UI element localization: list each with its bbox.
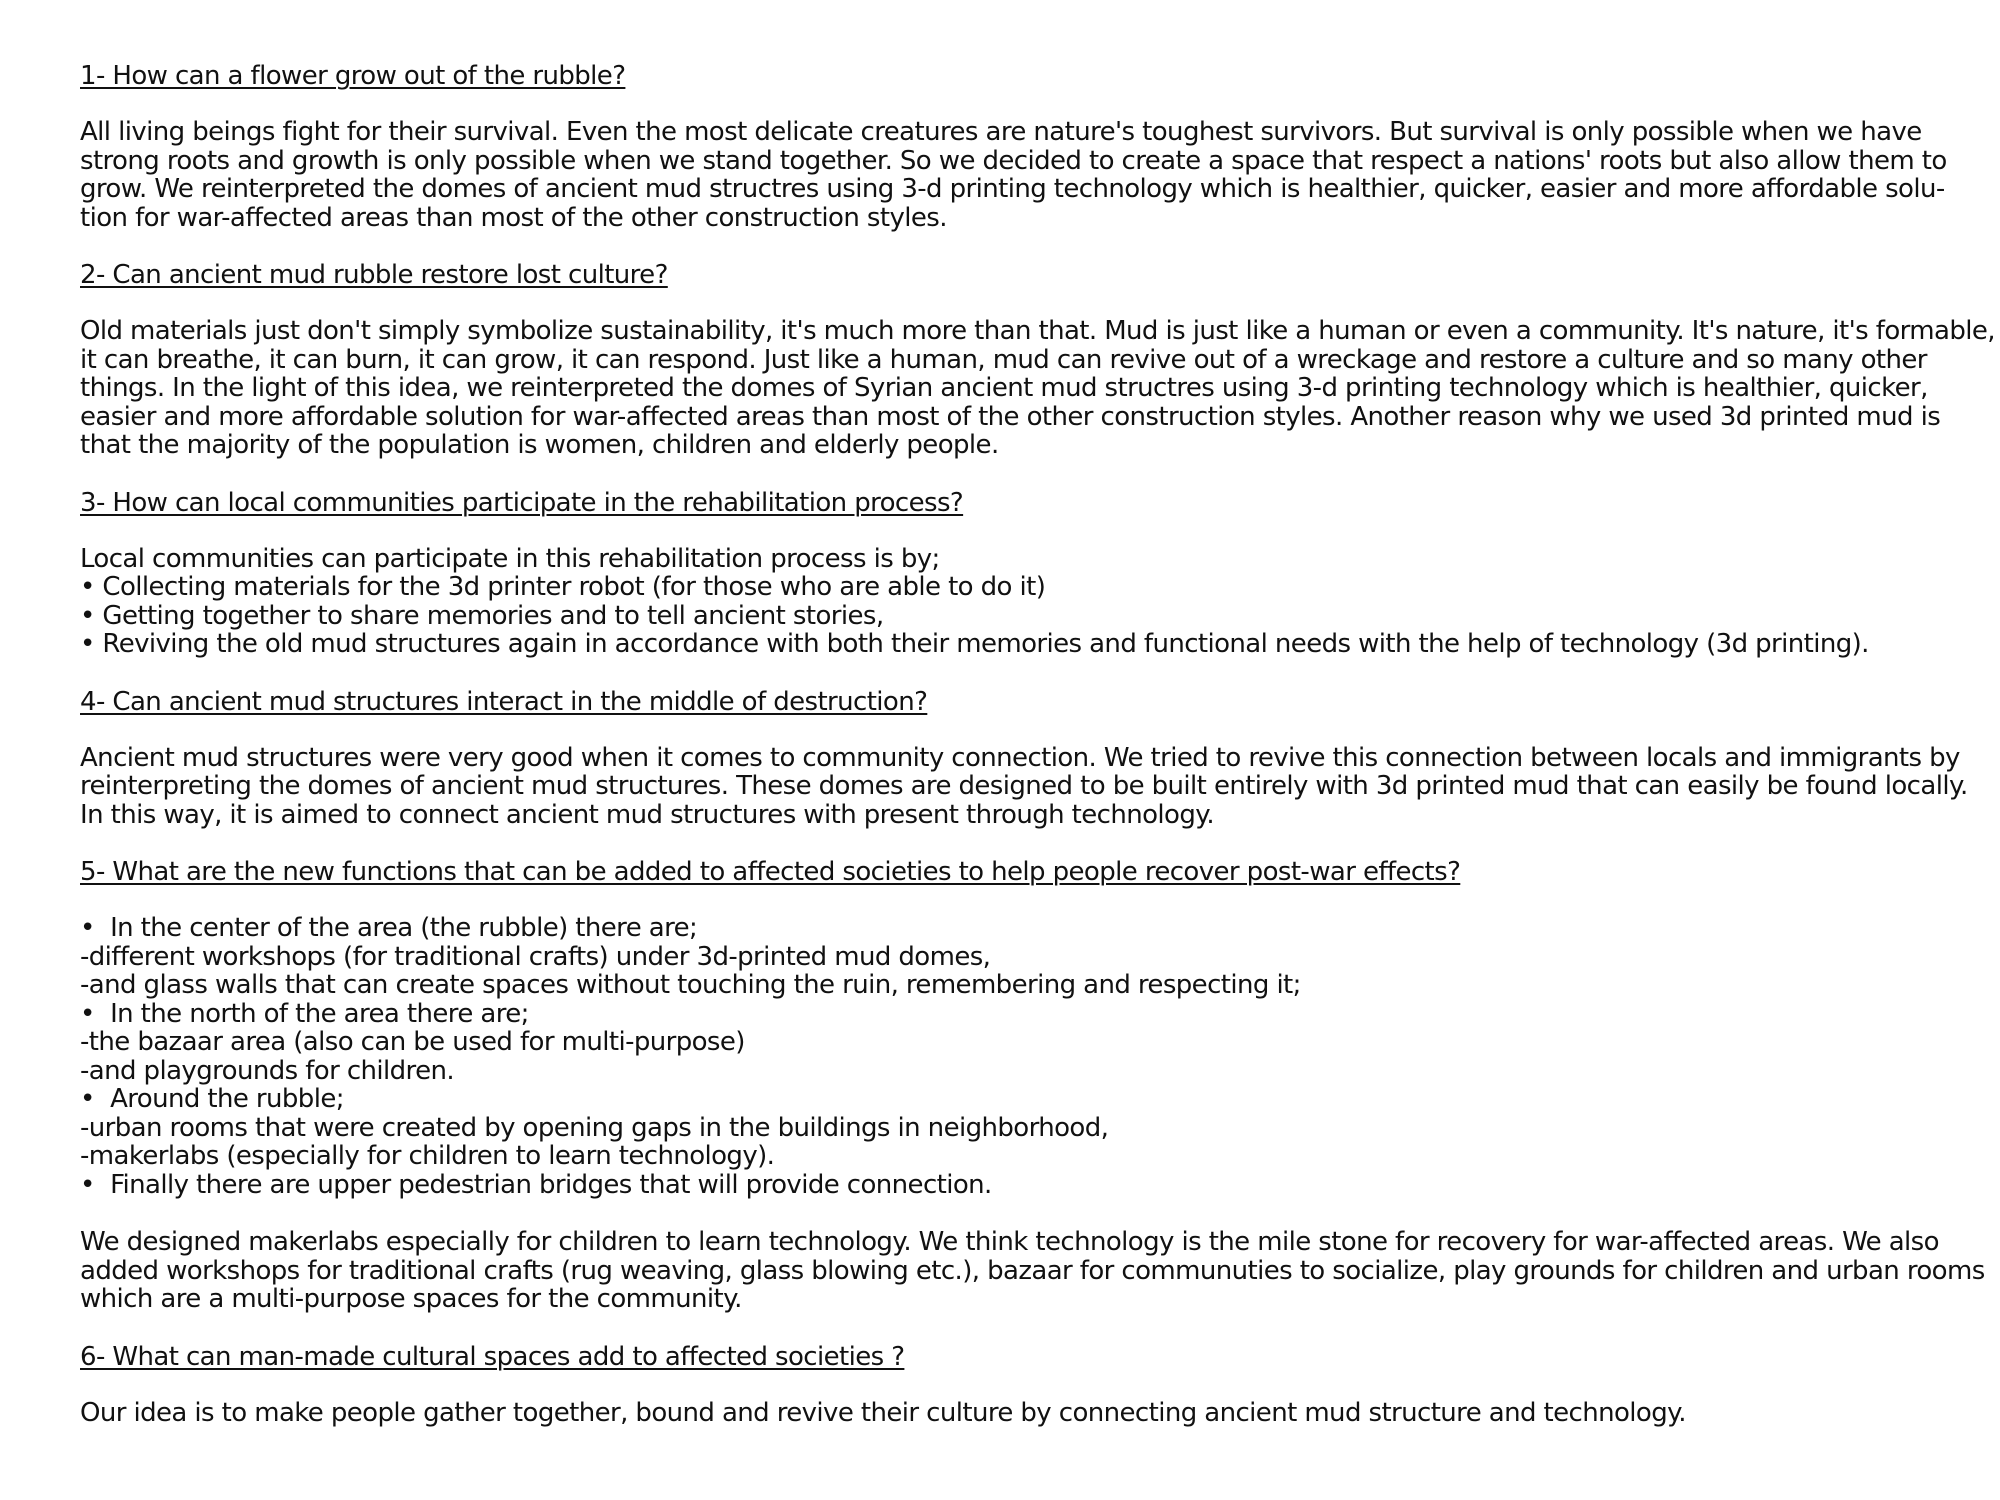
question-heading-4: 4- Can ancient mud structures interact in the middle of destruction? xyxy=(80,686,928,717)
question-heading-5: 5- What are the new functions that can be added to affected societies to help people recover post-war effects? xyxy=(80,857,1461,887)
bullet-item: • In the north of the area there are; xyxy=(80,998,529,1029)
text-line: All living beings fight for their survival. Even the most delicate creatures are nature's toughest survivors. But survival is only possible when we have xyxy=(80,117,1922,147)
bullet-item: • Finally there are upper pedestrian bridges that will provide connection. xyxy=(80,1169,992,1200)
sub-item: -urban rooms that were created by opening gaps in the buildings in neighborhood, xyxy=(80,1112,1109,1143)
question-heading-3: 3- How can local communities participate in the rehabilitation process? xyxy=(80,487,964,518)
answer-paragraph-4 xyxy=(80,742,1968,830)
text-line: things. In the light of this idea, we reinterpreted the domes of Syrian ancient mud structres using 3-d printing technology which is healthier, quicker, xyxy=(80,373,1928,403)
text-line: grow. We reinterpreted the domes of ancient mud structres using 3-d printing technology which is healthier, quicker, easier and more affordable solu- xyxy=(80,174,1945,204)
answer-paragraph-6 xyxy=(80,1399,1960,1428)
sub-item: -different workshops (for traditional crafts) under 3d-printed mud domes, xyxy=(80,941,991,972)
text-line: strong roots and growth is only possible when we stand together. So we decided to create a space that respect a nations' roots but also allow them to xyxy=(80,145,1947,176)
sub-item: -makerlabs (especially for children to learn technology). xyxy=(80,1141,775,1171)
text-line: Ancient mud structures were very good when it comes to community connection. We tried to revive this connection between locals and immigrants by xyxy=(80,742,1960,773)
text-line: tion for war-affected areas than most of the other construction styles. xyxy=(80,202,947,233)
bullet-item: • Reviving the old mud structures again in accordance with both their memories and functional needs with the help of technology (3d printing). xyxy=(80,629,1869,659)
text-line: which are a multi-purpose spaces for the community. xyxy=(80,1284,742,1314)
answer-list-5 xyxy=(80,914,1960,1199)
answer-paragraph-2 xyxy=(80,316,1995,460)
bullet-item: • In the center of the area (the rubble) there are; xyxy=(80,913,698,943)
text-line: easier and more affordable solution for war-affected areas than most of the other construction styles. Another reason why we used 3d printed mud is xyxy=(80,401,1941,432)
question-heading-1: 1- How can a flower grow out of the rubble? xyxy=(80,61,626,91)
text-line: that the majority of the population is women, children and elderly people. xyxy=(80,430,999,460)
document-body xyxy=(80,61,1995,1428)
sub-item: -and glass walls that can create spaces without touching the ruin, remembering and respecting it; xyxy=(80,970,1301,1000)
text-line: We designed makerlabs especially for children to learn technology. We think technology is the mile stone for recovery for war-affected areas. We also xyxy=(80,1227,1939,1257)
answer-paragraph-3 xyxy=(80,545,1960,659)
answer-paragraph-5 xyxy=(80,1227,1985,1314)
question-heading-6: 6- What can man-made cultural spaces add to affected societies ? xyxy=(80,1341,905,1372)
text-line: Our idea is to make people gather together, bound and revive their culture by connecting ancient mud structure and technology. xyxy=(80,1397,1686,1428)
answer-paragraph-1 xyxy=(80,118,1960,232)
text-line: added workshops for traditional crafts (rug weaving, glass blowing etc.), bazaar for communuties to socialize, play grounds for children and urban rooms xyxy=(80,1255,1985,1286)
text-line: it can breathe, it can burn, it can grow, it can respond. Just like a human, mud can revive out of a wreckage and restore a culture and so many other xyxy=(80,344,1927,375)
text-line: In this way, it is aimed to connect ancient mud structures with present through technology. xyxy=(80,799,1214,830)
sub-item: -the bazaar area (also can be used for multi-purpose) xyxy=(80,1027,745,1057)
text-line: reinterpreting the domes of ancient mud structures. These domes are designed to be built entirely with 3d printed mud that can easily be found locally. xyxy=(80,771,1968,801)
sub-item: -and playgrounds for children. xyxy=(80,1055,455,1086)
bullet-item: • Getting together to share memories and to tell ancient stories, xyxy=(80,600,884,631)
text-line: Local communities can participate in this rehabilitation process is by; xyxy=(80,543,940,574)
bullet-item: • Collecting materials for the 3d printer robot (for those who are able to do it) xyxy=(80,572,1046,602)
question-heading-2: 2- Can ancient mud rubble restore lost culture? xyxy=(80,260,668,290)
bullet-item: • Around the rubble; xyxy=(80,1084,344,1114)
text-line: Old materials just don't simply symbolize sustainability, it's much more than that. Mud is just like a human or even a community. It's nature, it's formable, xyxy=(80,316,1995,346)
